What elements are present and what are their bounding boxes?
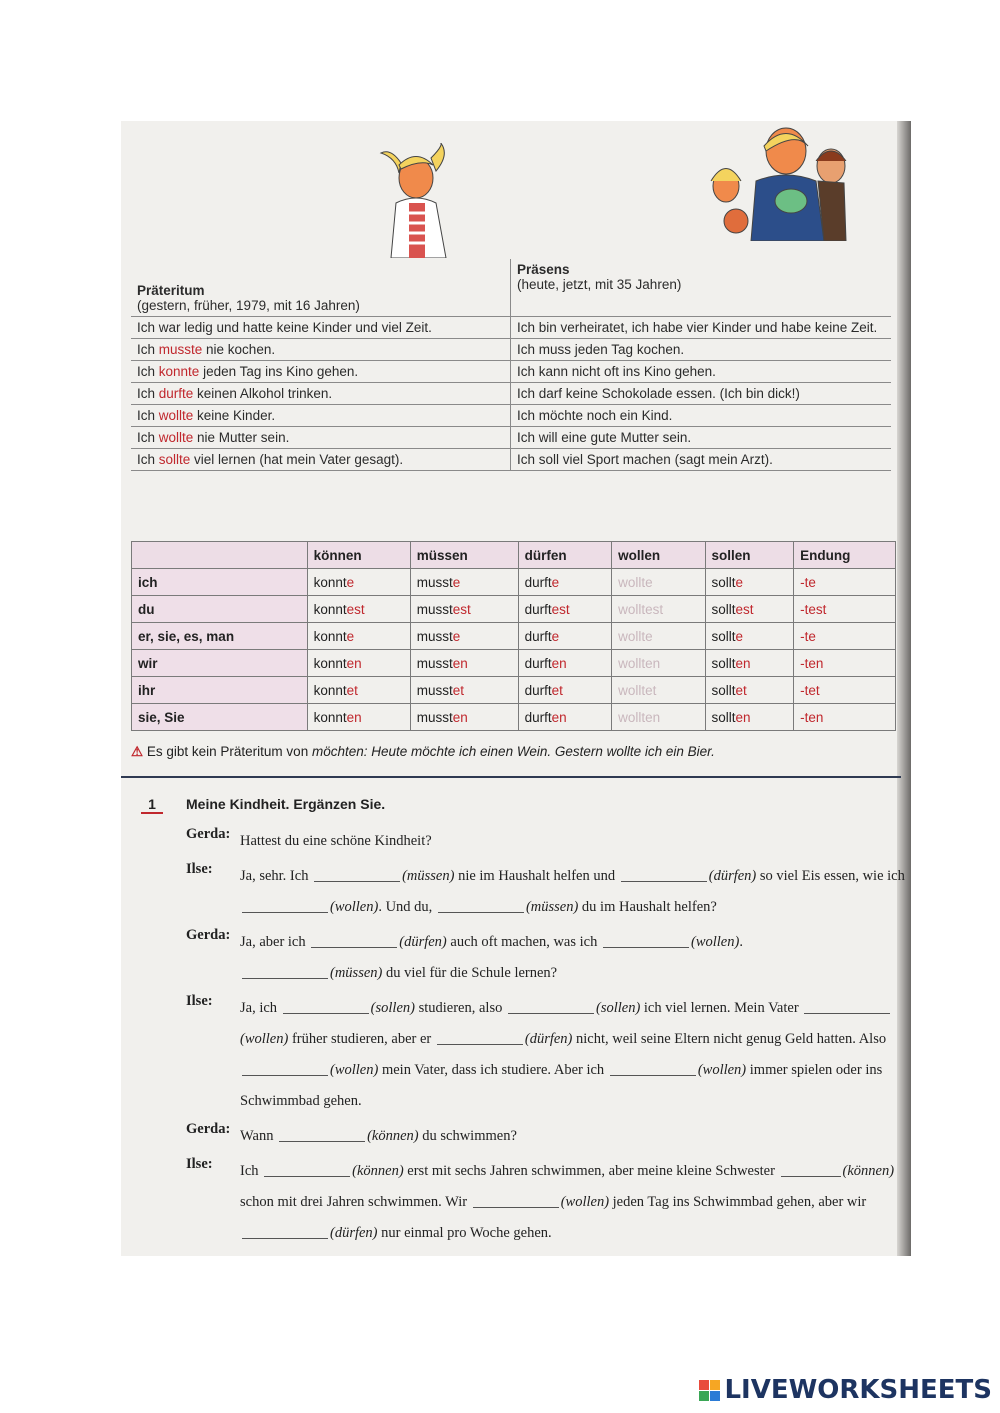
verb-form-cell xyxy=(307,596,410,623)
verb-form-cell xyxy=(410,596,518,623)
utterance xyxy=(240,1121,517,1152)
pronoun-cell: wir xyxy=(132,650,308,677)
infinitive-hint: (wollen) xyxy=(690,934,740,950)
exercise-title: Meine Kindheit. Ergänzen Sie. xyxy=(186,796,386,812)
speaker-gerda: Gerda: xyxy=(186,826,231,842)
modal-verb-highlight: sollte xyxy=(158,452,191,467)
utterance-text: auch oft machen, was ich xyxy=(450,934,598,950)
ending-cell: -test xyxy=(794,596,896,623)
verb-stem: sollt xyxy=(711,655,736,671)
dialog-turn xyxy=(186,1156,906,1249)
sentence-text: nie kochen. xyxy=(202,342,276,357)
infinitive-hint: (wollen) xyxy=(240,1031,289,1047)
utterance-text: Wann xyxy=(240,1128,274,1144)
verb-ending: e xyxy=(551,628,560,644)
utterance-text: nicht, weil seine Eltern nicht genug Geld hatten. Also xyxy=(576,1031,887,1047)
utterance-text: du im Haushalt helfen? xyxy=(581,899,717,915)
verb-stem: wollt xyxy=(618,682,646,698)
verb-form-cell xyxy=(410,677,518,704)
table-row xyxy=(132,623,896,650)
verb-ending: et xyxy=(551,682,563,698)
utterance-text: Ja, aber ich xyxy=(240,934,306,950)
pronoun-cell: du xyxy=(132,596,308,623)
comparison-row xyxy=(131,383,891,405)
verb-ending: en xyxy=(346,709,362,725)
verb-ending: en xyxy=(645,655,661,671)
answer-blank[interactable] xyxy=(781,1162,841,1178)
comparison-row xyxy=(131,339,891,361)
answer-blank[interactable] xyxy=(242,1224,328,1240)
verb-stem: musst xyxy=(416,601,453,617)
verb-stem: konnt xyxy=(313,574,347,590)
verb-ending: en xyxy=(452,709,468,725)
column-header: müssen xyxy=(410,542,518,569)
infinitive-hint: (können) xyxy=(352,1163,404,1179)
sentence-text: nie Mutter sein. xyxy=(193,430,290,445)
answer-blank[interactable] xyxy=(242,964,328,980)
sentence-text: keine Kinder. xyxy=(193,408,276,423)
praesens-cell: Ich möchte noch ein Kind. xyxy=(517,408,673,423)
pronoun-cell: ihr xyxy=(132,677,308,704)
answer-blank[interactable] xyxy=(242,1061,328,1077)
sentence-text: keinen Alkohol trinken. xyxy=(193,386,333,401)
sentence-text: Ich xyxy=(137,386,159,401)
verb-stem: durft xyxy=(524,655,552,671)
praesens-cell: Ich darf keine Schokolade essen. (Ich bin dick!) xyxy=(517,386,800,401)
praesens-title: Präsens xyxy=(517,262,570,277)
comparison-table xyxy=(131,259,891,471)
verb-ending: en xyxy=(452,655,468,671)
warning-text-start: Es gibt kein Präteritum von xyxy=(146,744,312,759)
verb-form-cell xyxy=(410,623,518,650)
verb-ending: et xyxy=(735,682,747,698)
answer-blank[interactable] xyxy=(438,898,524,914)
textbook-page xyxy=(121,121,911,1256)
utterance-text: Ja, ich xyxy=(240,1000,278,1016)
verb-form-cell xyxy=(410,704,518,731)
praesens-cell: Ich kann nicht oft ins Kino gehen. xyxy=(517,364,716,379)
verb-form-cell xyxy=(307,623,410,650)
infinitive-hint: (sollen) xyxy=(595,1000,641,1016)
infinitive-hint: (können) xyxy=(367,1128,419,1144)
sentence-text: Ich xyxy=(137,452,159,467)
sentence-text: Ich xyxy=(137,408,159,423)
praesens-header xyxy=(511,259,891,316)
verb-stem: konnt xyxy=(313,655,347,671)
table-row xyxy=(132,569,896,596)
infinitive-hint: (wollen) xyxy=(560,1194,610,1210)
sentence-text: Ich xyxy=(137,430,159,445)
liveworksheets-logo xyxy=(699,1375,992,1405)
praesens-cell: Ich bin verheiratet, ich habe vier Kinder und habe keine Zeit. xyxy=(517,320,878,335)
sentence-text: Ich war ledig und hatte keine Kinder und viel Zeit. xyxy=(137,320,432,335)
verb-ending: et xyxy=(645,682,657,698)
verb-ending: en xyxy=(346,655,362,671)
comparison-header-row xyxy=(131,259,891,317)
answer-blank[interactable] xyxy=(804,999,890,1015)
sentence-text: viel lernen (hat mein Vater gesagt). xyxy=(190,452,404,467)
verb-ending: est xyxy=(735,601,754,617)
table-row xyxy=(132,596,896,623)
table-row xyxy=(132,677,896,704)
utterance-text: Ich xyxy=(240,1163,259,1179)
logo-text: LIVEWORKSHEETS xyxy=(724,1375,992,1405)
sentence-text: jeden Tag ins Kino gehen. xyxy=(199,364,359,379)
infinitive-hint: (dürfen) xyxy=(399,934,447,950)
verb-ending: e xyxy=(735,574,744,590)
answer-blank[interactable] xyxy=(314,867,400,883)
utterance-text: . xyxy=(739,934,743,950)
verb-ending: e xyxy=(452,574,461,590)
praeteritum-cell xyxy=(131,405,511,426)
utterance-text: ich viel lernen. Mein Vater xyxy=(643,1000,799,1016)
verb-stem: konnt xyxy=(313,709,347,725)
verb-stem: durft xyxy=(524,709,552,725)
column-header xyxy=(132,542,308,569)
verb-form-cell xyxy=(705,704,794,731)
verb-stem: musst xyxy=(416,628,453,644)
dialog-turn xyxy=(186,1121,906,1152)
dialog-turn xyxy=(186,861,906,923)
verb-stem: durft xyxy=(524,601,552,617)
verb-form-cell xyxy=(518,677,611,704)
sentence-text: Ich xyxy=(137,342,159,357)
praeteritum-cell xyxy=(131,361,511,382)
utterance-text: nie im Haushalt helfen und xyxy=(458,868,616,884)
verb-form-cell xyxy=(705,596,794,623)
column-header: dürfen xyxy=(518,542,611,569)
modal-verb-highlight: musste xyxy=(158,342,203,357)
verb-form-cell xyxy=(612,704,705,731)
answer-blank[interactable] xyxy=(279,1127,365,1143)
verb-form-cell xyxy=(612,650,705,677)
verb-stem: durft xyxy=(524,682,552,698)
speaker-gerda: Gerda: xyxy=(186,927,231,943)
praesens-cell: Ich soll viel Sport machen (sagt mein Arzt). xyxy=(517,452,773,467)
verb-form-cell xyxy=(410,650,518,677)
praeteritum-header xyxy=(131,259,511,316)
verb-form-cell xyxy=(307,704,410,731)
speaker-gerda: Gerda: xyxy=(186,1121,231,1137)
column-header: sollen xyxy=(705,542,794,569)
answer-blank[interactable] xyxy=(437,1030,523,1046)
modal-verb-highlight: konnte xyxy=(158,364,200,379)
verb-stem: durft xyxy=(524,628,552,644)
verb-form-cell xyxy=(307,569,410,596)
verb-stem: konnt xyxy=(313,601,347,617)
utterance-text: Ja, sehr. Ich xyxy=(240,868,309,884)
ending-cell: -ten xyxy=(794,650,896,677)
pronoun-cell: sie, Sie xyxy=(132,704,308,731)
answer-blank[interactable] xyxy=(473,1193,559,1209)
verb-stem: sollt xyxy=(711,628,736,644)
verb-ending: en xyxy=(551,655,567,671)
verb-ending: est xyxy=(551,601,570,617)
verb-stem: musst xyxy=(416,709,453,725)
verb-ending: est xyxy=(452,601,471,617)
infinitive-hint: (wollen) xyxy=(330,899,379,915)
answer-blank[interactable] xyxy=(603,933,689,949)
verb-ending: e xyxy=(452,628,461,644)
table-row xyxy=(132,650,896,677)
verb-form-cell xyxy=(612,623,705,650)
dialog-turn xyxy=(186,826,906,857)
utterance-text: du schwimmen? xyxy=(422,1128,517,1144)
verb-stem: sollt xyxy=(711,709,736,725)
utterance-text: du viel für die Schule lernen? xyxy=(385,965,558,981)
section-divider xyxy=(121,776,901,778)
ending-cell: -te xyxy=(794,623,896,650)
answer-blank[interactable] xyxy=(621,867,707,883)
pronoun-cell: ich xyxy=(132,569,308,596)
verb-form-cell xyxy=(612,596,705,623)
verb-stem: wollt xyxy=(618,601,646,617)
ending-cell: -tet xyxy=(794,677,896,704)
utterance-text: erst mit sechs Jahren schwimmen, aber meine kleine Schwester xyxy=(407,1163,775,1179)
verb-stem: wollt xyxy=(618,709,646,725)
infinitive-hint: (müssen) xyxy=(525,899,579,915)
verb-ending: e xyxy=(735,628,744,644)
utterance-text: . Und du, xyxy=(378,899,433,915)
verb-form-cell xyxy=(705,677,794,704)
comparison-row xyxy=(131,405,891,427)
verb-stem: konnt xyxy=(313,628,347,644)
verb-ending: et xyxy=(346,682,358,698)
comparison-row xyxy=(131,427,891,449)
praesens-subtitle: (heute, jetzt, mit 35 Jahren) xyxy=(517,277,682,292)
utterance-text: nur einmal pro Woche gehen. xyxy=(381,1225,552,1241)
praesens-cell: Ich muss jeden Tag kochen. xyxy=(517,342,685,357)
verb-stem: wollt xyxy=(618,574,646,590)
answer-blank[interactable] xyxy=(242,898,328,914)
utterance xyxy=(240,826,432,857)
verb-form-cell xyxy=(518,704,611,731)
warning-icon: ⚠ xyxy=(131,744,144,759)
utterance-text: immer spielen oder ins Schwimmbad gehen. xyxy=(240,1062,883,1109)
verb-stem: musst xyxy=(416,655,453,671)
ending-cell: -te xyxy=(794,569,896,596)
verb-stem: durft xyxy=(524,574,552,590)
utterance-text: Hattest du eine schöne Kindheit? xyxy=(240,833,432,849)
dialog-turn xyxy=(186,993,906,1117)
pronoun-cell: er, sie, es, man xyxy=(132,623,308,650)
infinitive-hint: (dürfen) xyxy=(708,868,757,884)
praeteritum-subtitle: (gestern, früher, 1979, mit 16 Jahren) xyxy=(137,298,360,313)
verb-stem: musst xyxy=(416,682,453,698)
verb-stem: musst xyxy=(416,574,453,590)
utterance xyxy=(240,927,743,989)
modal-verb-highlight: wollte xyxy=(158,408,194,423)
infinitive-hint: (können) xyxy=(842,1163,895,1179)
utterance-text: studieren, also xyxy=(418,1000,503,1016)
verb-form-cell xyxy=(518,650,611,677)
logo-icon xyxy=(699,1380,720,1401)
answer-blank[interactable] xyxy=(508,999,594,1015)
infinitive-hint: (dürfen) xyxy=(330,1225,378,1241)
speaker-ilse: Ilse: xyxy=(186,1156,213,1172)
mother-with-children-illustration xyxy=(706,121,886,241)
praeteritum-cell xyxy=(131,317,511,338)
verb-form-cell xyxy=(612,569,705,596)
utterance-text: so viel Eis essen, wie ich xyxy=(759,868,905,884)
utterance-text: früher studieren, aber er xyxy=(291,1031,432,1047)
comparison-row xyxy=(131,449,891,471)
comparison-row xyxy=(131,317,891,339)
verb-form-cell xyxy=(705,623,794,650)
utterance-text: jeden Tag ins Schwimmbad gehen, aber wir xyxy=(612,1194,867,1210)
verb-stem: konnt xyxy=(313,682,347,698)
answer-blank[interactable] xyxy=(283,999,369,1015)
exercise-number: 1 xyxy=(141,796,163,814)
column-header: wollen xyxy=(612,542,705,569)
modal-verb-highlight: durfte xyxy=(158,386,194,401)
speaker-ilse: Ilse: xyxy=(186,861,213,877)
verb-form-cell xyxy=(410,569,518,596)
verb-form-cell xyxy=(307,677,410,704)
warning-note xyxy=(131,744,891,760)
verb-form-cell xyxy=(705,569,794,596)
answer-blank[interactable] xyxy=(610,1061,696,1077)
dialog-turn xyxy=(186,927,906,989)
verb-form-cell xyxy=(612,677,705,704)
verb-ending: e xyxy=(645,574,653,590)
exercise-dialog xyxy=(186,826,906,1253)
verb-form-cell xyxy=(518,596,611,623)
young-woman-illustration xyxy=(371,143,481,258)
verb-form-cell xyxy=(705,650,794,677)
comparison-row xyxy=(131,361,891,383)
column-header: können xyxy=(307,542,410,569)
utterance-text: mein Vater, dass ich studiere. Aber ich xyxy=(381,1062,605,1078)
praeteritum-cell xyxy=(131,383,511,404)
column-header: Endung xyxy=(794,542,896,569)
verb-ending: en xyxy=(645,709,661,725)
conjugation-table xyxy=(131,541,896,731)
verb-stem: wollt xyxy=(618,655,646,671)
warning-text-end: : Heute möchte ich einen Wein. Gestern wollte ich ein Bier. xyxy=(363,744,715,759)
speaker-ilse: Ilse: xyxy=(186,993,213,1009)
utterance xyxy=(240,1156,906,1249)
utterance xyxy=(240,993,906,1117)
verb-stem: sollt xyxy=(711,601,736,617)
infinitive-hint: (wollen) xyxy=(330,1062,379,1078)
infinitive-hint: (müssen) xyxy=(330,965,383,981)
praeteritum-title: Präteritum xyxy=(137,283,205,298)
verb-stem: sollt xyxy=(711,574,736,590)
verb-stem: wollt xyxy=(618,628,646,644)
infinitive-hint: (wollen) xyxy=(697,1062,747,1078)
answer-blank[interactable] xyxy=(311,933,397,949)
verb-ending: et xyxy=(452,682,464,698)
verb-ending: est xyxy=(346,601,365,617)
verb-ending: e xyxy=(346,628,355,644)
verb-stem: sollt xyxy=(711,682,736,698)
infinitive-hint: (dürfen) xyxy=(524,1031,573,1047)
verb-ending: e xyxy=(346,574,355,590)
infinitive-hint: (sollen) xyxy=(370,1000,415,1016)
verb-form-cell xyxy=(518,623,611,650)
praeteritum-cell xyxy=(131,449,511,470)
praeteritum-cell xyxy=(131,339,511,360)
ending-cell: -ten xyxy=(794,704,896,731)
table-row xyxy=(132,704,896,731)
conjugation-header-row xyxy=(132,542,896,569)
verb-ending: en xyxy=(551,709,567,725)
verb-form-cell xyxy=(307,650,410,677)
answer-blank[interactable] xyxy=(264,1162,350,1178)
verb-ending: en xyxy=(735,655,751,671)
modal-verb-highlight: wollte xyxy=(158,430,194,445)
infinitive-hint: (müssen) xyxy=(402,868,455,884)
praeteritum-cell xyxy=(131,427,511,448)
verb-ending: e xyxy=(551,574,560,590)
praesens-cell: Ich will eine gute Mutter sein. xyxy=(517,430,692,445)
warning-word: möchten xyxy=(311,744,364,759)
verb-ending: est xyxy=(645,601,664,617)
verb-ending: e xyxy=(645,628,653,644)
verb-ending: en xyxy=(735,709,751,725)
verb-form-cell xyxy=(518,569,611,596)
utterance xyxy=(240,861,906,923)
utterance-text: schon mit drei Jahren schwimmen. Wir xyxy=(240,1194,468,1210)
sentence-text: Ich xyxy=(137,364,159,379)
